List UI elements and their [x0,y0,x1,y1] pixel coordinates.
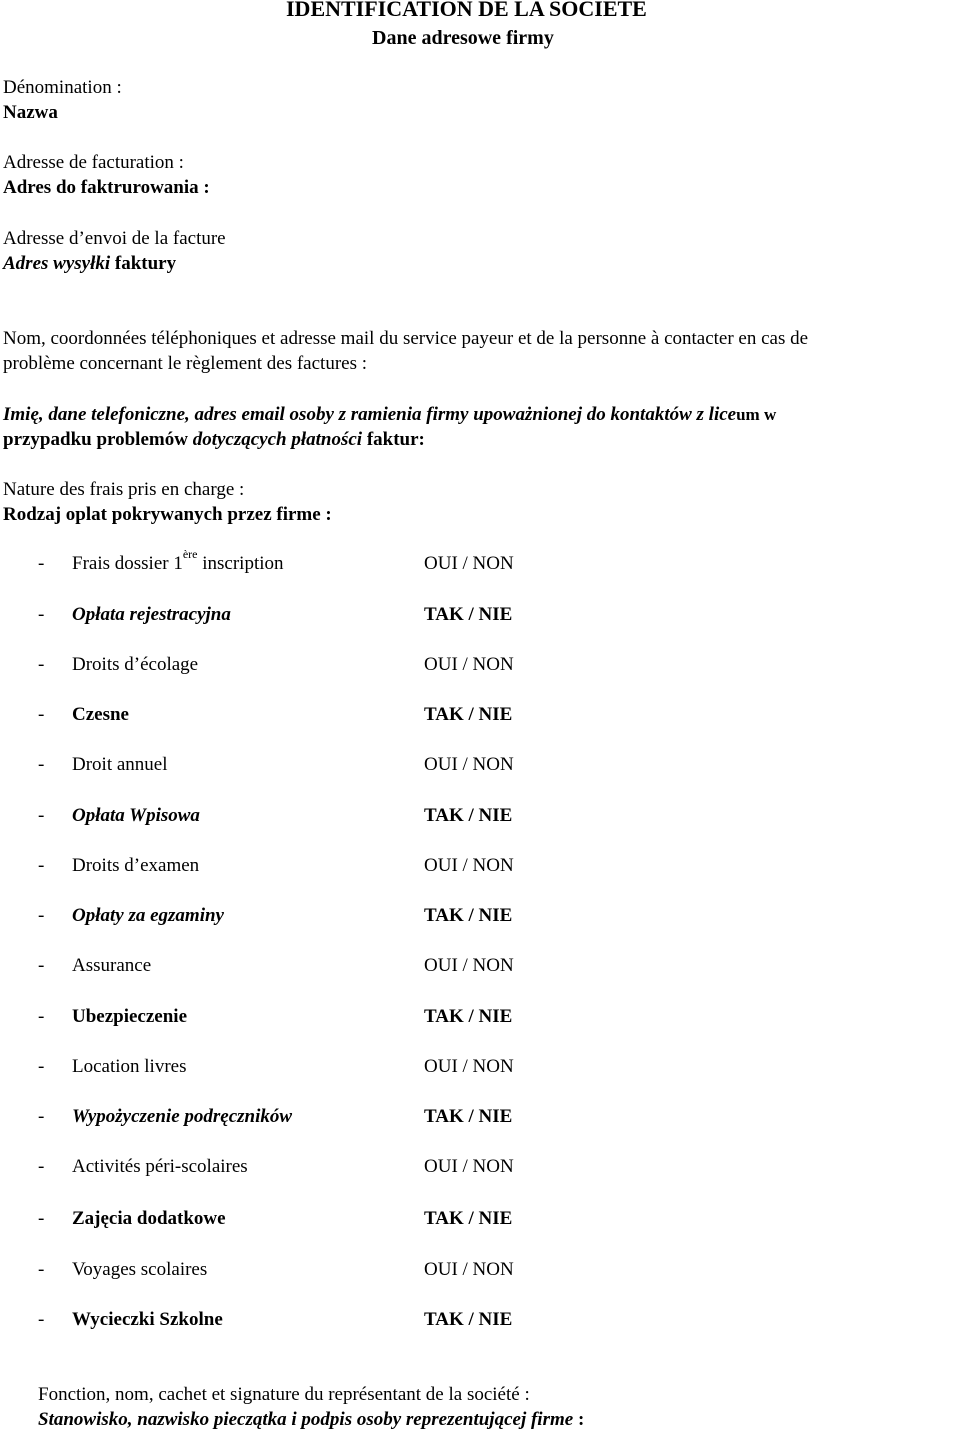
bullet-dash: - [38,1259,45,1280]
signature-label-pl-rest: : [573,1409,585,1430]
fee-row-books-fr [0,1056,960,1082]
contact-description-pl-2-b: faktur: [362,429,425,450]
fee-label-annual-fr: Droit annuel [72,754,168,775]
contact-description-pl-1-italic: Imię, dane telefoniczne, adres email osoby z ramienia firmy upoważnionej do kontaktów z lice [3,404,737,425]
fee-label-registration-fr-b: inscription [197,553,284,574]
fee-row-exam-pl [0,905,960,931]
fee-answer-registration-fr[interactable]: OUI / NON [424,553,514,574]
fees-intro-fr: Nature des frais pris en charge : [3,479,245,500]
fee-row-tuition-pl [0,704,960,730]
document-subtitle: Dane adresowe firmy [372,27,554,49]
bullet-dash: - [38,654,45,675]
fee-label-annual-pl: Opłata Wpisowa [72,805,200,826]
fee-row-activities-pl [0,1208,960,1234]
shipping-address-label-fr: Adresse d’envoi de la facture [3,228,226,249]
fee-label-exam-fr: Droits d’examen [72,855,200,876]
bullet-dash: - [38,553,45,574]
fee-row-annual-pl [0,805,960,831]
fee-answer-exam-pl[interactable]: TAK / NIE [424,905,513,926]
shipping-address-label-pl-italic: Adres wysyłki [3,253,111,274]
shipping-address-label-pl [3,253,176,275]
fee-row-tuition-fr [0,654,960,680]
bullet-dash: - [38,1056,45,1077]
fee-row-books-pl [0,1106,960,1132]
signature-label-pl [38,1409,584,1431]
contact-description-fr-2: problème concernant le règlement des factures : [3,353,367,374]
fee-answer-annual-fr[interactable]: OUI / NON [424,754,514,775]
bullet-dash: - [38,805,45,826]
fee-row-trips-pl [0,1309,960,1335]
fee-answer-annual-pl[interactable]: TAK / NIE [424,805,513,826]
fee-answer-trips-fr[interactable]: OUI / NON [424,1259,514,1280]
fees-intro-pl: Rodzaj oplat pokrywanych przez firme : [3,504,332,525]
fee-label-activities-fr: Activités péri-scolaires [72,1156,248,1177]
bullet-dash: - [38,704,45,725]
fee-label-books-fr: Location livres [72,1056,187,1077]
bullet-dash: - [38,1309,45,1330]
fee-label-exam-pl: Opłaty za egzaminy [72,905,224,926]
fee-answer-exam-fr[interactable]: OUI / NON [424,855,514,876]
denomination-label-fr: Dénomination : [3,77,122,98]
bullet-dash: - [38,905,45,926]
fee-row-activities-fr [0,1156,960,1182]
contact-description-fr-1: Nom, coordonnées téléphoniques et adresse mail du service payeur et de la personne à contacter en cas de [3,328,809,349]
billing-address-label-fr: Adresse de facturation : [3,152,184,173]
bullet-dash: - [38,1208,45,1229]
shipping-address-label-pl-rest: faktury [110,253,177,274]
contact-description-pl-2 [3,429,425,451]
fee-row-exam-fr [0,855,960,881]
bullet-dash: - [38,604,45,625]
fee-answer-trips-pl[interactable]: TAK / NIE [424,1309,513,1330]
fee-label-registration-fr-sup: ère [182,547,198,561]
bullet-dash: - [38,1006,45,1027]
contact-description-pl-1-rest: um w [736,405,777,424]
fee-label-trips-pl: Wycieczki Szkolne [72,1309,223,1330]
fee-label-tuition-fr: Droits d’écolage [72,654,199,675]
billing-address-label-pl: Adres do faktrurowania : [3,177,210,198]
bullet-dash: - [38,855,45,876]
fee-label-registration-fr [72,547,284,575]
bullet-dash: - [38,1106,45,1127]
signature-label-fr: Fonction, nom, cachet et signature du représentant de la société : [38,1384,530,1405]
bullet-dash: - [38,955,45,976]
bullet-dash: - [38,1156,45,1177]
fee-answer-tuition-fr[interactable]: OUI / NON [424,654,514,675]
fee-answer-activities-pl[interactable]: TAK / NIE [424,1208,513,1229]
fee-row-trips-fr [0,1259,960,1285]
contact-description-pl-1 [3,404,776,426]
fee-answer-registration-pl[interactable]: TAK / NIE [424,604,513,625]
fee-label-trips-fr: Voyages scolaires [72,1259,208,1280]
fee-row-annual-fr [0,754,960,780]
fee-label-insurance-pl: Ubezpieczenie [72,1006,188,1027]
fee-answer-insurance-pl[interactable]: TAK / NIE [424,1006,513,1027]
fee-row-insurance-pl [0,1006,960,1032]
fee-answer-insurance-fr[interactable]: OUI / NON [424,955,514,976]
fee-row-registration-fr [0,547,960,579]
fee-label-registration-fr-a: Frais dossier 1 [72,553,183,574]
fee-label-activities-pl: Zajęcia dodatkowe [72,1208,226,1229]
contact-description-pl-2-a: przypadku problemów [3,429,193,450]
fee-answer-activities-fr[interactable]: OUI / NON [424,1156,514,1177]
fee-label-registration-pl: Opłata rejestracyjna [72,604,231,625]
contact-description-pl-2-italic: dotyczących płatności [192,429,363,450]
signature-label-pl-italic: Stanowisko, nazwisko pieczątka i podpis osoby reprezentującej firme [38,1409,574,1430]
document-title: IDENTIFICATION DE LA SOCIETE [286,0,647,21]
bullet-dash: - [38,754,45,775]
fee-answer-books-pl[interactable]: TAK / NIE [424,1106,513,1127]
fee-row-registration-pl [0,604,960,630]
fee-answer-books-fr[interactable]: OUI / NON [424,1056,514,1077]
fee-answer-tuition-pl[interactable]: TAK / NIE [424,704,513,725]
fee-label-tuition-pl: Czesne [72,704,129,725]
fee-label-books-pl: Wypożyczenie podręczników [72,1106,293,1127]
denomination-label-pl: Nazwa [3,102,58,123]
fee-row-insurance-fr [0,955,960,981]
fee-label-insurance-fr: Assurance [72,955,152,976]
